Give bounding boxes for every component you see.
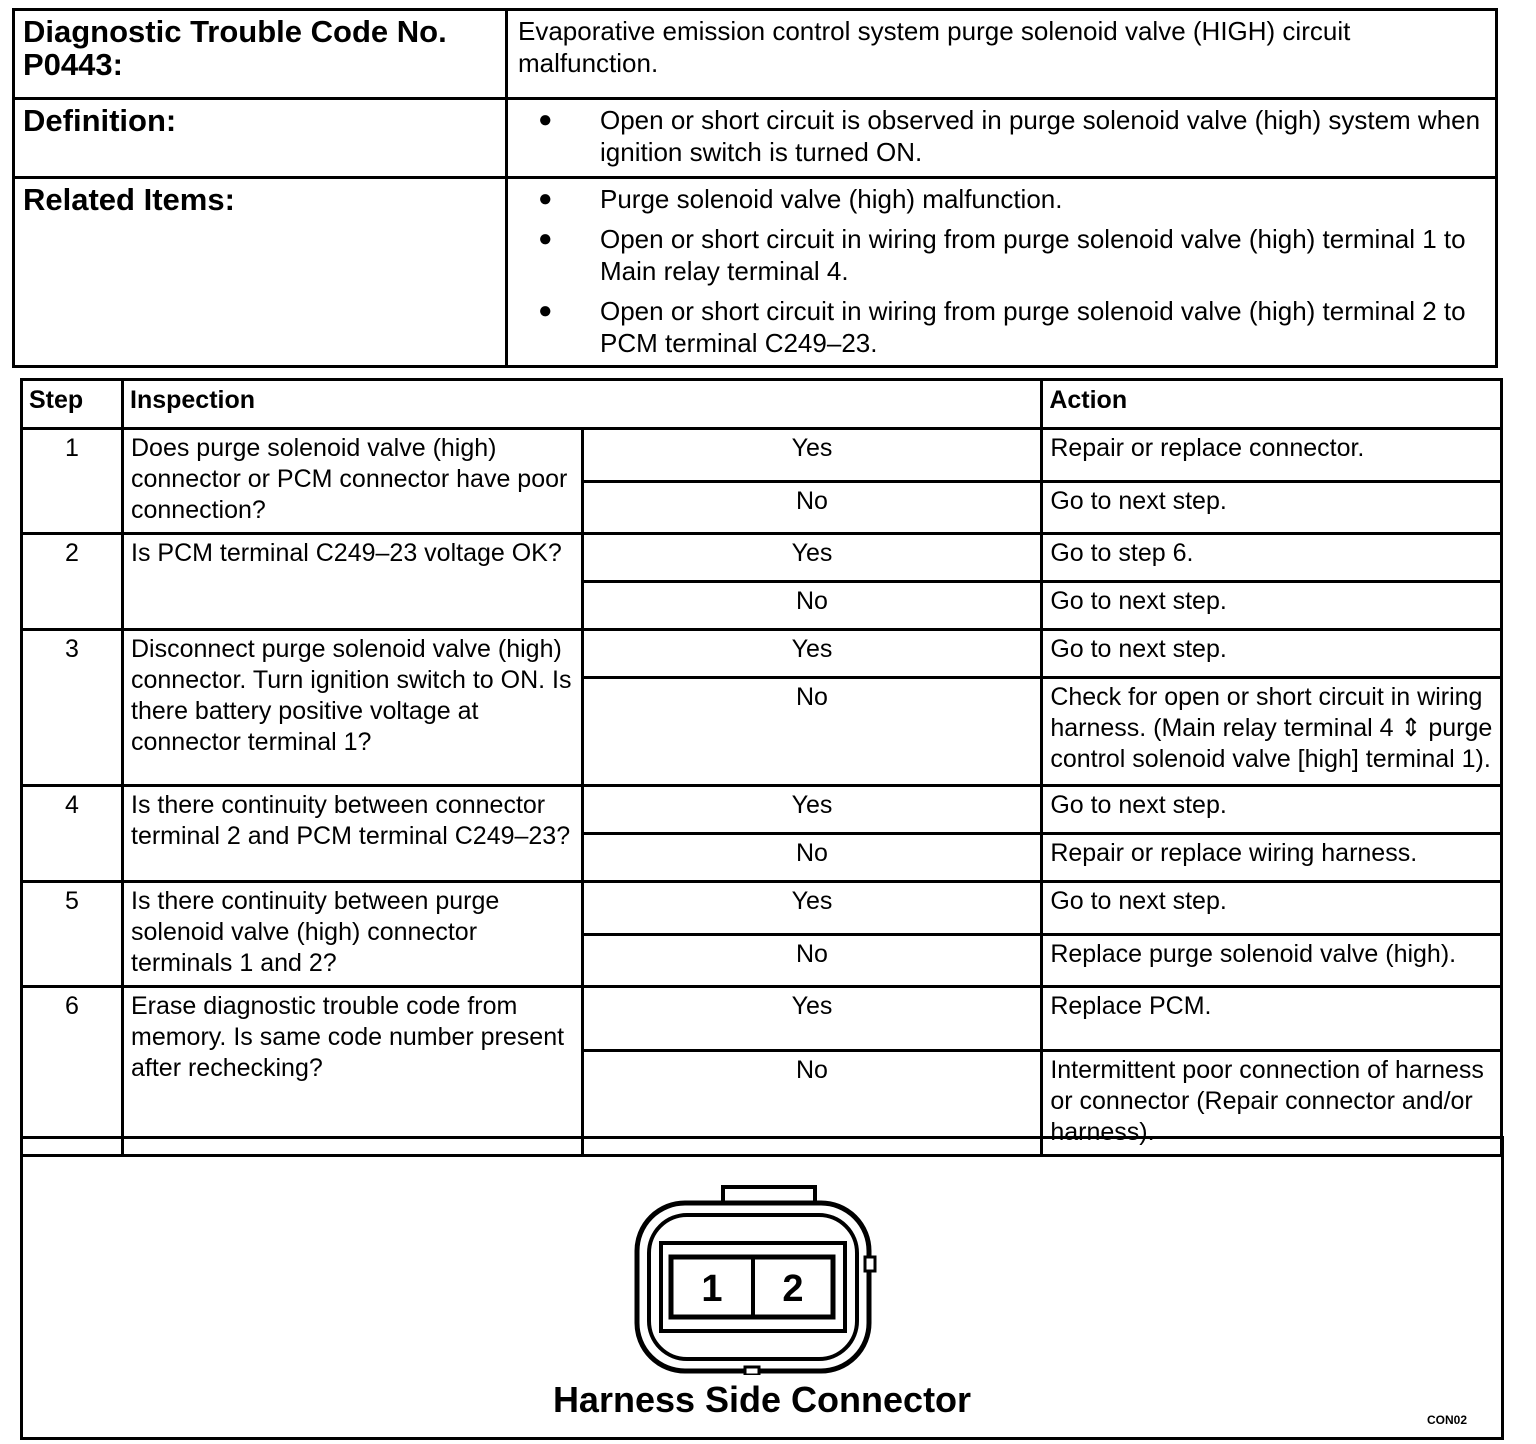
yes-label: Yes (582, 786, 1042, 834)
related-items-row (14, 178, 1497, 367)
inspection-text: Is PCM terminal C249–23 voltage OK? (123, 534, 583, 630)
action-column-header: Action (1042, 380, 1502, 429)
no-label: No (582, 934, 1042, 987)
yes-label: Yes (582, 429, 1042, 482)
no-label: No (582, 481, 1042, 534)
no-action: Go to next step. (1042, 481, 1502, 534)
no-action: Go to next step. (1042, 582, 1502, 630)
related-items-list (518, 183, 1485, 359)
definition-list (518, 104, 1485, 168)
no-action: Intermittent poor connection of harness or connector (Repair connector and/or harness). (1042, 1051, 1502, 1156)
list-item (518, 295, 1485, 359)
list-item (518, 223, 1485, 287)
no-action: Replace purge solenoid valve (high). (1042, 934, 1502, 987)
definition-row (14, 99, 1497, 178)
connector-title: Harness Side Connector (552, 1379, 972, 1420)
table-row (22, 534, 1502, 582)
no-label: No (582, 582, 1042, 630)
table-row (22, 786, 1502, 834)
related-items-label: Related Items: (14, 178, 507, 367)
inspection-text: Erase diagnostic trouble code from memory. Is same code number present after rechecking? (123, 987, 583, 1156)
table-row (22, 429, 1502, 482)
no-action: Check for open or short circuit in wiring harness. (Main relay terminal 4 ⇕ purge control solenoid valve [high] terminal 1). (1042, 678, 1502, 786)
list-item (518, 183, 1485, 215)
inspection-steps-table (20, 378, 1503, 1157)
bullet-icon: ● (538, 185, 553, 212)
related-item-text: Open or short circuit in wiring from purge solenoid valve (high) terminal 1 to Main relay terminal 4. (600, 224, 1466, 286)
table-row (22, 882, 1502, 935)
connector-illustration-box (20, 1136, 1504, 1440)
step-number: 1 (22, 429, 123, 534)
no-label: No (582, 678, 1042, 786)
table-header-row (22, 380, 1502, 429)
harness-connector-diagram (633, 1185, 893, 1375)
dtc-info-table (12, 8, 1498, 368)
step-column-header: Step (22, 380, 123, 429)
definition-content (507, 99, 1497, 178)
bullet-icon: ● (538, 106, 553, 133)
no-action: Repair or replace wiring harness. (1042, 834, 1502, 882)
step-number: 6 (22, 987, 123, 1156)
step-number: 5 (22, 882, 123, 987)
inspection-text: Disconnect purge solenoid valve (high) connector. Turn ignition switch to ON. Is there battery positive voltage at connector terminal 1? (123, 630, 583, 786)
connector-side-notch (865, 1257, 875, 1271)
yes-label: Yes (582, 534, 1042, 582)
yes-label: Yes (582, 882, 1042, 935)
yes-action: Go to next step. (1042, 786, 1502, 834)
dtc-code-row (14, 10, 1497, 99)
related-items-content (507, 178, 1497, 367)
terminal-1-label: 1 (701, 1268, 723, 1310)
yes-action: Go to next step. (1042, 882, 1502, 935)
yes-label: Yes (582, 987, 1042, 1051)
terminal-2-label: 2 (782, 1268, 804, 1310)
dtc-code-description: Evaporative emission control system purge solenoid valve (HIGH) circuit malfunction. (507, 10, 1497, 99)
yes-action: Go to step 6. (1042, 534, 1502, 582)
inspection-column-header: Inspection (123, 380, 1042, 429)
no-label: No (582, 1051, 1042, 1156)
related-item-text: Purge solenoid valve (high) malfunction. (600, 184, 1063, 214)
yes-action: Go to next step. (1042, 630, 1502, 678)
dtc-code-label: Diagnostic Trouble Code No. P0443: (14, 10, 507, 99)
yes-label: Yes (582, 630, 1042, 678)
inspection-text: Does purge solenoid valve (high) connector or PCM connector have poor connection? (123, 429, 583, 534)
inspection-text: Is there continuity between connector terminal 2 and PCM terminal C249–23? (123, 786, 583, 882)
related-item-text: Open or short circuit in wiring from purge solenoid valve (high) terminal 2 to PCM terminal C249–23. (600, 296, 1466, 358)
yes-action: Replace PCM. (1042, 987, 1502, 1051)
list-item (518, 104, 1485, 168)
yes-action: Repair or replace connector. (1042, 429, 1502, 482)
figure-code: CON02 (1426, 1413, 1467, 1427)
connector-bottom-notch (745, 1367, 759, 1375)
no-label: No (582, 834, 1042, 882)
table-row (22, 630, 1502, 678)
bullet-icon: ● (538, 225, 553, 252)
table-row (22, 987, 1502, 1051)
step-number: 4 (22, 786, 123, 882)
bullet-icon: ● (538, 297, 553, 324)
definition-item-text: Open or short circuit is observed in purge solenoid valve (high) system when ignition switch is turned ON. (600, 105, 1481, 167)
step-number: 3 (22, 630, 123, 786)
inspection-text: Is there continuity between purge solenoid valve (high) connector terminals 1 and 2? (123, 882, 583, 987)
step-number: 2 (22, 534, 123, 630)
definition-label: Definition: (14, 99, 507, 178)
